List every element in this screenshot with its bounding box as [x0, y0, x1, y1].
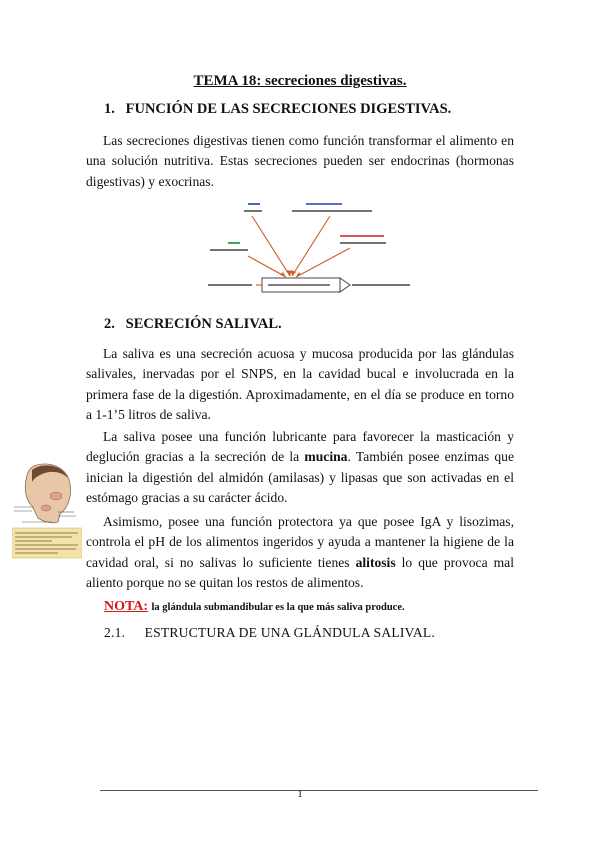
subsection-number: 2.1. [104, 625, 126, 640]
page-number: 1 [297, 788, 303, 800]
section-1-heading [104, 101, 451, 118]
section-2-p2-text-b: . También posee enzimas que inician la digestión del almidón (amilasas) y lipasas que son activadas en el estómago gracias a su carácter ácido. [86, 449, 514, 505]
section-2-paragraph-2 [86, 427, 514, 508]
diagram-label-top-left [244, 204, 262, 211]
nota-label: NOTA: [104, 599, 149, 614]
diagram-figure [200, 196, 430, 304]
diagram-arrowheads [280, 270, 301, 277]
digestive-secretion-diagram [200, 196, 430, 304]
section-2-title: SECRECIÓN SALIVAL. [125, 316, 282, 332]
section-2-heading [104, 316, 282, 333]
section-1-number: 1. [104, 101, 115, 117]
salivary-gland-illustration [12, 460, 82, 560]
diagram-label-right [340, 236, 386, 243]
section-2-p2-text-a: La saliva posee una función lubricante para favorecer la masticación y deglución gracias a la secreción de la [86, 429, 514, 465]
diagram-label-top-center [292, 204, 372, 211]
legend-box [12, 528, 82, 558]
section-2-p3-text-a: Asimismo, posee una función protectora ya que posee IgA y lisozimas, controla el pH de los alimentos ingeridos y ayuda a mantener la higiene de la cavidad oral, si no salivas lo suficiente tienes [86, 514, 514, 570]
section-2-p1-text: La saliva es una secreción acuosa y mucosa producida por las glándulas salivales, inervadas por el SNPS, en la cavidad bucal e involucrada en la primera fase de la digestión. Aproximadamente, en el día se produce en torno a 1-1’5 litros de saliva. [86, 346, 514, 422]
section-2-paragraph-3 [86, 512, 514, 593]
subsection-heading [104, 625, 435, 641]
face-figure [12, 460, 82, 560]
nota-line [104, 598, 405, 615]
nota-text: la glándula submandibular es la que más saliva produce. [151, 602, 405, 613]
section-2-paragraph-1 [86, 344, 514, 425]
diagram-output-arrow [340, 278, 350, 292]
section-1-title: FUNCIÓN DE LAS SECRECIONES DIGESTIVAS. [125, 101, 452, 117]
section-2-number: 2. [104, 316, 115, 332]
mucina-term: mucina [304, 449, 348, 465]
alitosis-term: alitosis [355, 554, 396, 570]
section-2-p3-text-b: lo que provoca mal aliento porque no se quitan los restos de alimentos. [86, 554, 514, 590]
section-1-text: Las secreciones digestivas tienen como función transformar el alimento en una solución nutritiva. Estas secreciones pueden ser endocrinas (hormonas digestivas) y exocrinas. [86, 133, 514, 189]
subsection-title: ESTRUCTURA DE UNA GLÁNDULA SALIVAL. [144, 625, 435, 640]
section-1-paragraph [86, 131, 514, 192]
diagram-label-left [210, 243, 248, 250]
page-title: TEMA 18: secreciones digestivas. [193, 73, 407, 89]
